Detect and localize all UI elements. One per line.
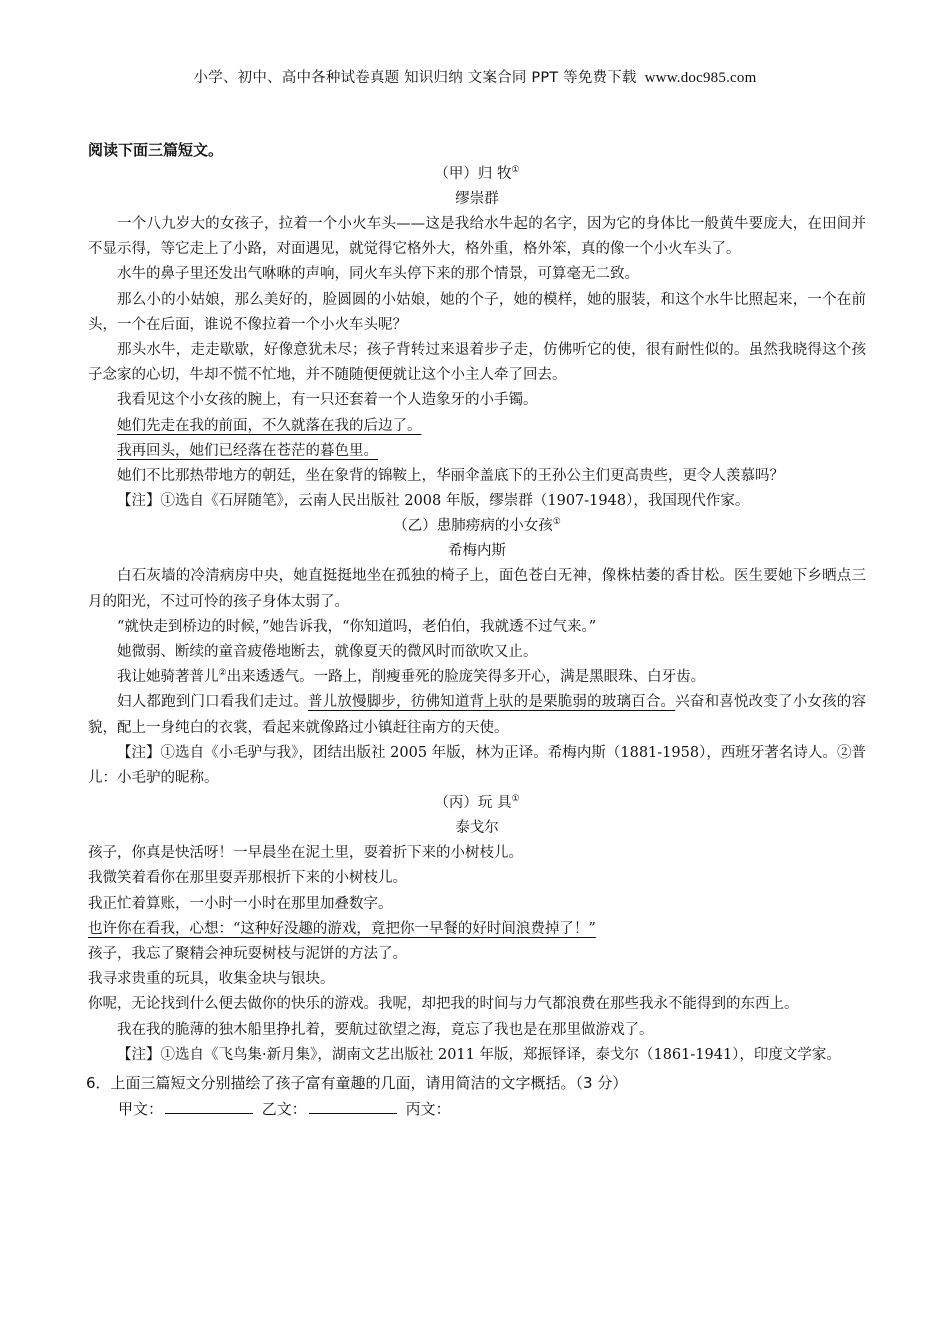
header-site[interactable]: www.doc985.com <box>644 70 757 86</box>
underlined-paragraph <box>88 414 866 439</box>
footnote-mark: ① <box>552 517 561 528</box>
passage-b-note: 【注】①选自《小毛驴与我》，团结出版社 2005 年版，林为正译。希梅内斯（1881-1958），西班牙著名诗人。②普儿：小毛驴的昵称。 <box>88 744 866 787</box>
paragraph: 她们不比那热带地方的朝廷，坐在象背的锦鞍上，华丽伞盖底下的王孙公主们更高贵些，更令人羡慕吗？ <box>117 468 784 485</box>
paragraph: 白石灰墙的冷清病房中央，她直挺挺地坐在孤独的椅子上，面色苍白无神，像株枯萎的香甘松。医生要她下乡晒点三月的阳光，不过可怜的孩子身体太弱了。 <box>88 568 866 610</box>
paragraph: 那么小的小姑娘，那么美好的，脸圆圆的小姑娘，她的个子，她的模样，她的服装，和这个水牛比照起来，一个在前头，一个在后面，谁说不像拉着一个小火车头呢？ <box>88 291 866 333</box>
underlined-paragraph <box>88 439 866 464</box>
paragraph <box>88 690 866 740</box>
paragraph: “就快走到桥边的时候，”她告诉我，“你知道吗，老伯伯，我就透不过气来。” <box>117 618 597 635</box>
passage-b-title-text: （乙）患肺痨病的小女孩 <box>393 518 553 535</box>
underlined-paragraph <box>88 917 866 942</box>
paragraph: 我正忙着算账，一小时一小时在那里加叠数字。 <box>88 895 393 912</box>
passage-a-note: 【注】①选自《石屏随笔》，云南人民出版社 2008 年版，缪崇群（1907-1948），我国现代作家。 <box>117 493 750 510</box>
text-span: 妇人都跑到门口看我们走过。 <box>117 694 308 711</box>
answer-label-c: 丙文： <box>405 1100 451 1119</box>
paragraph: 她微弱、断续的童音疲倦地断去，就像夏天的微风时而欲吹又止。 <box>117 644 538 661</box>
text-span: 兴奋和喜悦改变了小女孩的容貌，配上一身纯白的衣裳，看起来就像路过小镇赶往南方的天使。 <box>88 694 866 736</box>
passage-c-note: 【注】①选自《飞鸟集·新月集》，湖南文艺出版社 2011 年版，郑振铎译，泰戈尔（1861-1941），印度文学家。 <box>117 1046 841 1063</box>
footnote-mark: ① <box>511 794 520 805</box>
underlined-sentence: 我再回头，她们已经落在苍茫的暮色里。 <box>117 442 378 459</box>
passage-b-title <box>88 514 866 539</box>
reading-instruction: 阅读下面三篇短文。 <box>88 141 224 159</box>
passage-c-author: 泰戈尔 <box>455 820 499 837</box>
paragraph: 我在我的脆薄的独木船里挣扎着，要航过欲望之海，竟忘了我也是在那里做游戏了。 <box>117 1021 654 1038</box>
footnote-mark: ② <box>218 668 227 679</box>
question-6: 6．上面三篇短文分别描绘了孩子富有童趣的几面，请用简洁的文字概括。（3 分） <box>86 1074 628 1093</box>
paragraph: 那头水牛，走走歇歇，好像意犹未尽；孩子背转过来退着步子走，仿佛听它的使，很有耐性似的。虽然我晓得这个孩子念家的心切，牛却不慌不忙地，并不随随便便就让这个小主人牵了回去。 <box>88 342 866 384</box>
answer-row <box>118 1096 866 1122</box>
paragraph: 我微笑着看你在那里耍弄那根折下来的小树枝儿。 <box>88 870 407 887</box>
document-body <box>88 140 866 1122</box>
answer-label-b: 乙文： <box>261 1100 307 1119</box>
passage-b-author: 希梅内斯 <box>448 543 506 560</box>
answer-label-a: 甲文： <box>118 1100 164 1119</box>
underlined-sentence: 也许你在看我，心想：“这种好没趣的游戏，竟把你一早餐的好时间浪费掉了！” <box>88 920 596 937</box>
passage-a-title <box>88 162 866 187</box>
underlined-sentence: 她们先走在我的前面，不久就落在我的后边了。 <box>117 417 422 434</box>
paragraph: 我寻求贵重的玩具，收集金块与银块。 <box>88 971 335 988</box>
underlined-sentence: 普儿放慢脚步，彷佛知道背上驮的是栗脆弱的玻璃百合。 <box>307 694 676 711</box>
text-span: 出来透透气。一路上，削瘦垂死的脸庞笑得多开心，满是黑眼珠、白牙齿。 <box>226 669 706 686</box>
paragraph: 水牛的鼻子里还发出气咻咻的声响，同火车头停下来的那个情景，可算毫无二致。 <box>117 266 639 283</box>
passage-c-title-text: （丙）玩 具 <box>434 795 512 812</box>
passage-c-title <box>88 791 866 816</box>
answer-blank-b[interactable] <box>309 1099 397 1114</box>
footnote-mark: ① <box>511 165 520 176</box>
text-span: 我让她骑著普儿 <box>117 669 219 686</box>
paragraph: 你呢，无论找到什么便去做你的快乐的游戏。我呢，却把我的时间与力气都浪费在那些我永不能得到的东西上。 <box>88 996 799 1013</box>
paragraph <box>88 665 866 690</box>
paragraph: 我看见这个小女孩的腕上，有一只还套着一个人造象牙的小手镯。 <box>117 392 538 409</box>
page-header <box>0 66 950 87</box>
passage-a-author: 缪崇群 <box>455 191 499 207</box>
paragraph: 孩子，你真是快活呀！一早晨坐在泥土里，耍着折下来的小树枝儿。 <box>88 845 523 862</box>
answer-blank-a[interactable] <box>165 1099 253 1114</box>
paragraph: 孩子，我忘了聚精会神玩耍树枝与泥饼的方法了。 <box>88 946 407 963</box>
paragraph: 一个八九岁大的女孩子，拉着一个小火车头——这是我给水牛起的名字，因为它的身体比一般黄牛要庞大，在田间并不显示得，等它走上了小路，对面遇见，就觉得它格外大，格外重，格外笨，真的像一个小火车头了。 <box>88 216 866 258</box>
passage-a-title-text: （甲）归 牧 <box>434 166 512 182</box>
header-text: 小学、初中、高中各种试卷真题 知识归纳 文案合同 PPT 等免费下载 <box>193 70 637 86</box>
